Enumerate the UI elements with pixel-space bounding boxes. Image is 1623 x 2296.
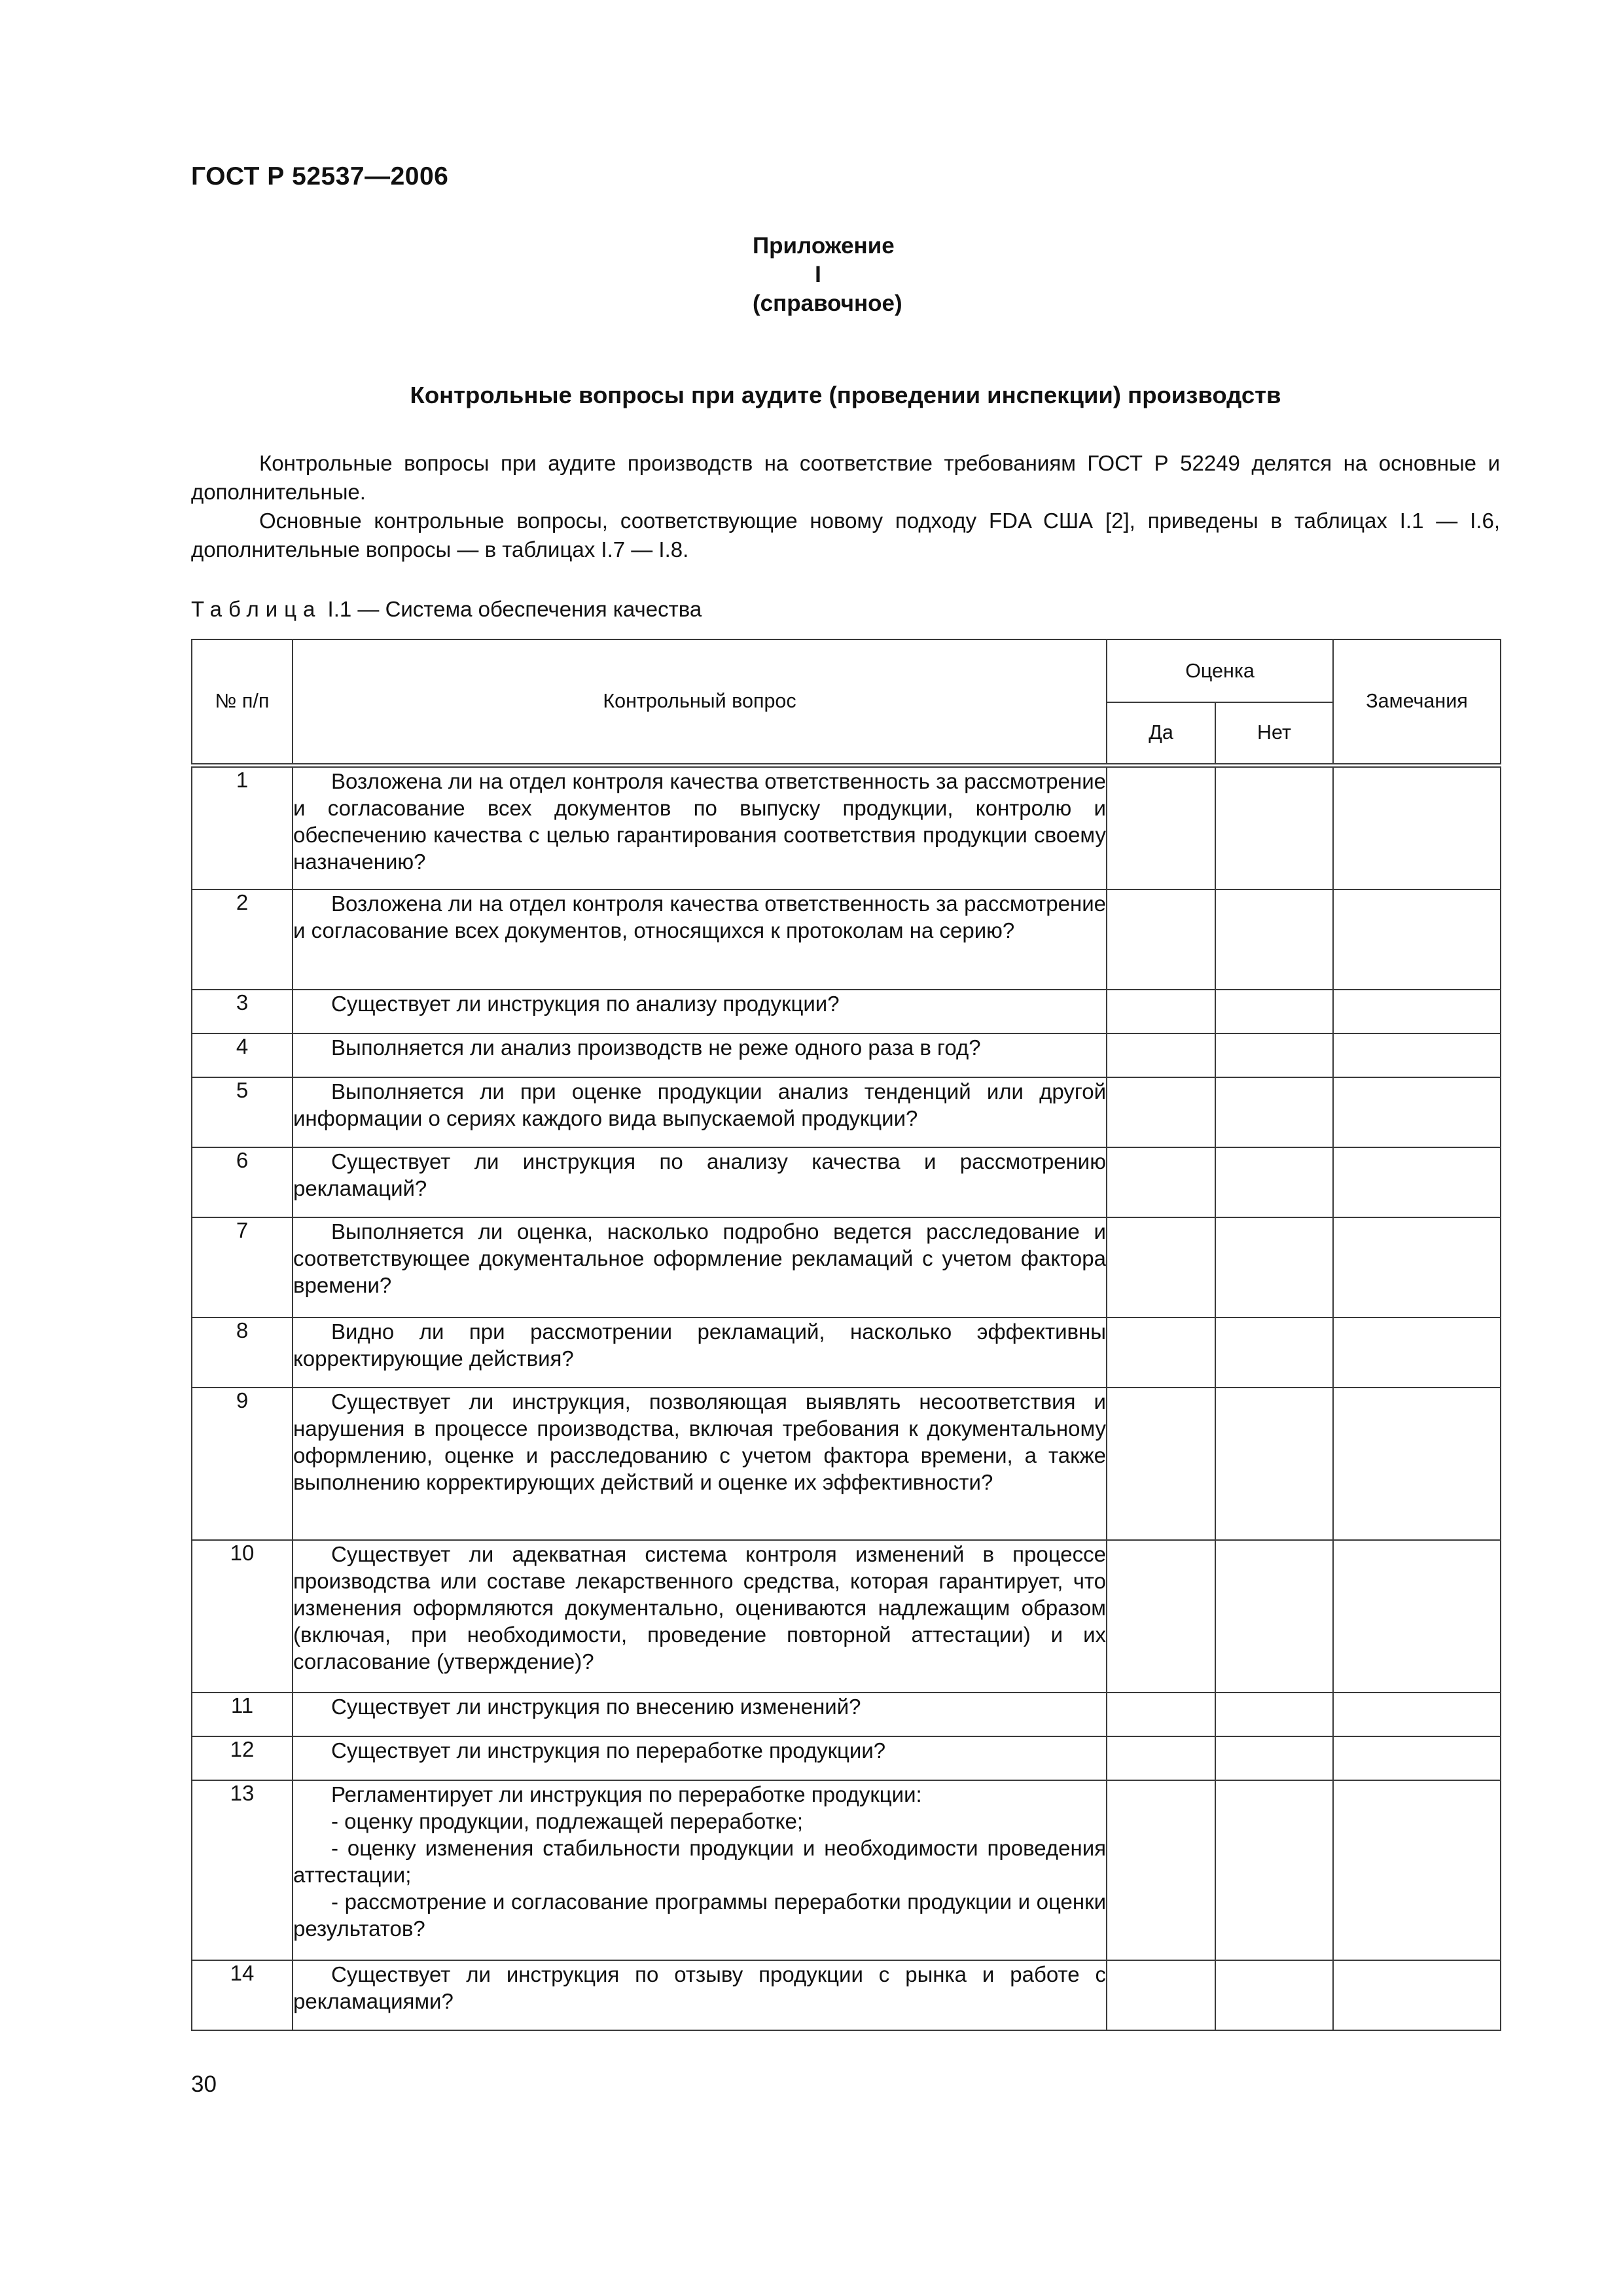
table-row: [192, 1318, 1501, 1388]
row-number: 5: [192, 1077, 293, 1147]
no-cell: [1215, 765, 1333, 889]
row-number: 13: [192, 1780, 293, 1960]
no-cell: [1215, 1388, 1333, 1540]
question-cell: [293, 1217, 1107, 1318]
intro-text: [191, 449, 1500, 564]
question-text: Существует ли инструкция по анализу качества и рассмотрению рекламаций?: [293, 1149, 1106, 1200]
page-number: 30: [191, 2072, 217, 2097]
yes-cell: [1107, 1388, 1215, 1540]
yes-cell: [1107, 1780, 1215, 1960]
remarks-cell: [1333, 1388, 1501, 1540]
question-cell: [293, 765, 1107, 889]
yes-cell: [1107, 1077, 1215, 1147]
question-text: Существует ли инструкция по переработке продукции?: [331, 1738, 886, 1763]
remarks-cell: [1333, 990, 1501, 1033]
row-number: 11: [192, 1693, 293, 1736]
table-row: [192, 1147, 1501, 1217]
question-text: Существует ли инструкция, позволяющая выявлять несоответствия и нарушения в процессе производства, включая требования к документальному оформлению, оценке и расследованию с учетом фактора времени, а также выполнению корректирующих действий и оценке их эффективности?: [293, 1390, 1106, 1494]
yes-cell: [1107, 1033, 1215, 1077]
yes-cell: [1107, 1540, 1215, 1693]
document-code: ГОСТ Р 52537—2006: [191, 162, 449, 190]
table-caption: [191, 597, 702, 622]
no-cell: [1215, 990, 1333, 1033]
table-body: [192, 765, 1501, 2030]
table-row: [192, 1388, 1501, 1540]
column-header-number: № п/п: [192, 639, 293, 765]
row-number: 9: [192, 1388, 293, 1540]
no-cell: [1215, 1033, 1333, 1077]
question-text: Возложена ли на отдел контроля качества ответственность за рассмотрение и согласование всех документов, относящихся к протоколам на серию?: [293, 891, 1106, 942]
yes-cell: [1107, 990, 1215, 1033]
question-text: Существует ли инструкция по отзыву продукции с рынка и работе с рекламациями?: [293, 1962, 1106, 2013]
row-number: 3: [192, 990, 293, 1033]
remarks-cell: [1333, 1033, 1501, 1077]
remarks-cell: [1333, 1217, 1501, 1318]
column-header-no: Нет: [1215, 702, 1333, 765]
question-text: Возложена ли на отдел контроля качества ответственность за рассмотрение и согласование всех документов по выпуску продукции, контролю и обеспечению качества с целью гарантирования соответствия продукции своему назначению?: [293, 768, 1106, 874]
table-caption-prefix: Таблица: [191, 597, 322, 621]
remarks-cell: [1333, 1147, 1501, 1217]
no-cell: [1215, 1736, 1333, 1780]
remarks-cell: [1333, 889, 1501, 990]
yes-cell: [1107, 1217, 1215, 1318]
question-text: - оценку продукции, подлежащей переработке;: [331, 1809, 804, 1833]
question-text: Существует ли адекватная система контроля изменений в процессе производства или составе лекарственного средства, которая гарантирует, что изменения оформляются документально, оцениваются надлежащим образом (включая, при необходимости, проведение повторной аттестации) и их согласование (утверждение)?: [293, 1542, 1106, 1674]
no-cell: [1215, 1780, 1333, 1960]
remarks-cell: [1333, 1693, 1501, 1736]
row-number: 8: [192, 1318, 293, 1388]
remarks-cell: [1333, 1077, 1501, 1147]
no-cell: [1215, 1318, 1333, 1388]
no-cell: [1215, 1960, 1333, 2030]
table-row: [192, 1736, 1501, 1780]
intro-paragraph-1: Контрольные вопросы при аудите производств на соответствие требованиям ГОСТ Р 52249 делятся на основные и дополнительные.: [191, 451, 1500, 504]
table-row: [192, 1217, 1501, 1318]
column-header-question: Контрольный вопрос: [293, 639, 1107, 765]
yes-cell: [1107, 1693, 1215, 1736]
row-number: 1: [192, 765, 293, 889]
question-cell: [293, 1736, 1107, 1780]
row-number: 12: [192, 1736, 293, 1780]
question-text: Существует ли инструкция по анализу продукции?: [331, 992, 840, 1016]
question-text: Выполняется ли анализ производств не реже одного раза в год?: [331, 1035, 981, 1060]
checklist-table: [191, 639, 1501, 2031]
table-row: [192, 1780, 1501, 1960]
row-number: 6: [192, 1147, 293, 1217]
remarks-cell: [1333, 1780, 1501, 1960]
row-number: 14: [192, 1960, 293, 2030]
yes-cell: [1107, 765, 1215, 889]
question-cell: [293, 1318, 1107, 1388]
table-row: [192, 1077, 1501, 1147]
remarks-cell: [1333, 1736, 1501, 1780]
table-row: [192, 1540, 1501, 1693]
question-text: - рассмотрение и согласование программы переработки продукции и оценки результатов?: [293, 1890, 1106, 1941]
question-text: Существует ли инструкция по внесению изменений?: [331, 1695, 861, 1719]
table-row: [192, 1960, 1501, 2030]
no-cell: [1215, 1147, 1333, 1217]
question-text: Видно ли при рассмотрении рекламаций, насколько эффективны корректирующие действия?: [293, 1319, 1106, 1371]
table-row: [192, 765, 1501, 889]
row-number: 7: [192, 1217, 293, 1318]
yes-cell: [1107, 1960, 1215, 2030]
question-cell: [293, 990, 1107, 1033]
yes-cell: [1107, 1147, 1215, 1217]
column-header-rating: Оценка: [1107, 639, 1333, 702]
table-caption-text: I.1 — Система обеспечения качества: [321, 597, 702, 621]
no-cell: [1215, 889, 1333, 990]
intro-paragraph-2: Основные контрольные вопросы, соответствующие новому подходу FDA США [2], приведены в таблицах I.1 — I.6, дополнительные вопросы — в таблицах I.7 — I.8.: [191, 509, 1500, 562]
no-cell: [1215, 1693, 1333, 1736]
question-text: Регламентирует ли инструкция по переработке продукции:: [331, 1782, 922, 1806]
row-number: 2: [192, 889, 293, 990]
appendix-subtitle: (справочное): [753, 291, 902, 316]
question-cell: [293, 1780, 1107, 1960]
question-cell: [293, 1033, 1107, 1077]
question-cell: [293, 1693, 1107, 1736]
column-header-yes: Да: [1107, 702, 1215, 765]
question-text: - оценку изменения стабильности продукции и необходимости проведения аттестации;: [293, 1836, 1106, 1887]
row-number: 4: [192, 1033, 293, 1077]
table-row: [192, 889, 1501, 990]
row-number: 10: [192, 1540, 293, 1693]
question-text: Выполняется ли оценка, насколько подробно ведется расследование и соответствующее документальное оформление рекламаций с учетом фактора времени?: [293, 1219, 1106, 1297]
no-cell: [1215, 1540, 1333, 1693]
question-cell: [293, 1960, 1107, 2030]
table-row: [192, 990, 1501, 1033]
section-title: Контрольные вопросы при аудите (проведении инспекции) производств: [410, 382, 1281, 408]
question-cell: [293, 1388, 1107, 1540]
column-header-remarks: Замечания: [1333, 639, 1501, 765]
no-cell: [1215, 1217, 1333, 1318]
table-row: [192, 1033, 1501, 1077]
question-cell: [293, 889, 1107, 990]
no-cell: [1215, 1077, 1333, 1147]
appendix-title: Приложение I: [753, 233, 895, 287]
table-row: [192, 1693, 1501, 1736]
appendix-heading: [753, 232, 902, 318]
yes-cell: [1107, 889, 1215, 990]
question-cell: [293, 1147, 1107, 1217]
remarks-cell: [1333, 765, 1501, 889]
remarks-cell: [1333, 1318, 1501, 1388]
yes-cell: [1107, 1736, 1215, 1780]
question-cell: [293, 1540, 1107, 1693]
yes-cell: [1107, 1318, 1215, 1388]
remarks-cell: [1333, 1540, 1501, 1693]
question-cell: [293, 1077, 1107, 1147]
question-text: Выполняется ли при оценке продукции анализ тенденций или другой информации о сериях каждого вида выпускаемой продукции?: [293, 1079, 1106, 1130]
remarks-cell: [1333, 1960, 1501, 2030]
